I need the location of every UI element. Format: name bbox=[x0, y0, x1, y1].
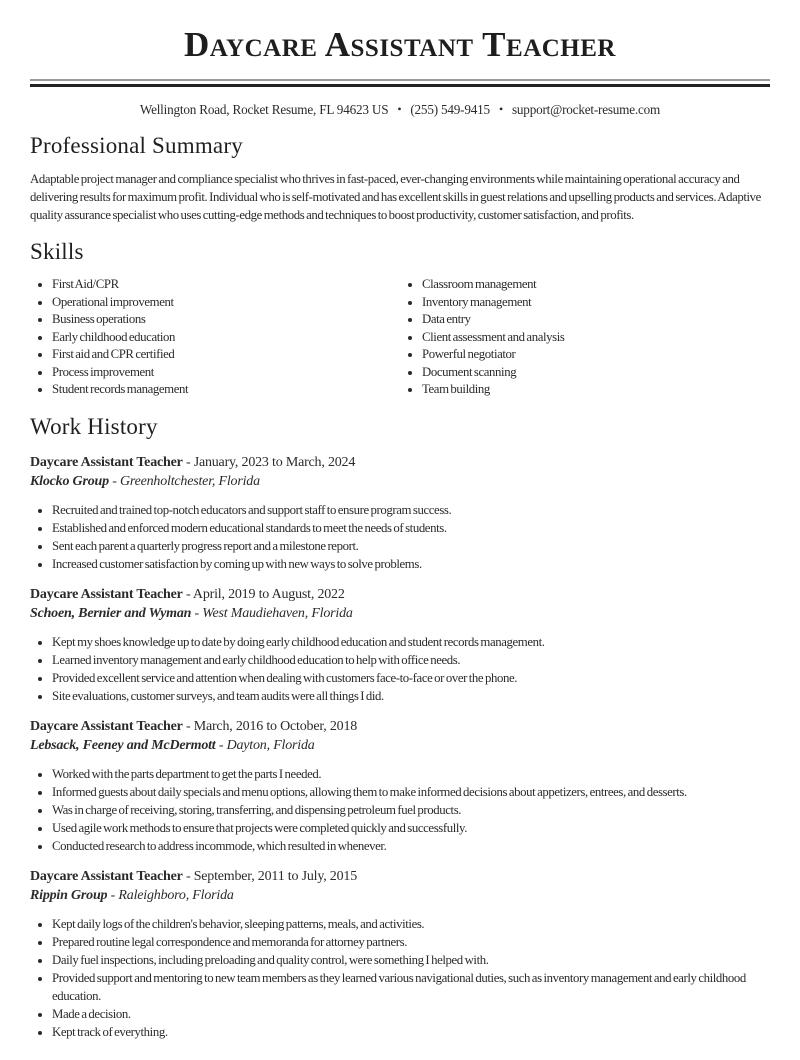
job-company-line bbox=[30, 886, 770, 905]
summary-text: Adaptable project manager and compliance specialist who thrives in fast-paced, ever-changing environments while maintaining operational accuracy and delivering results for maximum profit. Individual who is self-motivated and has excellent skills in guest relations and upselling products and services. Adaptive quality assurance specialist who uses cutting-edge methods and techniques to boost productivity, customer satisfaction, and profits. bbox=[30, 172, 761, 222]
job-company-line bbox=[30, 736, 770, 755]
divider-line-light bbox=[30, 79, 770, 81]
header-divider bbox=[30, 79, 770, 87]
job-bullets bbox=[30, 501, 770, 573]
section-heading-work-history: Work History bbox=[30, 413, 158, 439]
job-entry bbox=[30, 453, 770, 573]
section-heading-professional-summary: Professional Summary bbox=[30, 133, 243, 158]
skill-item: • Document scanning bbox=[422, 364, 770, 382]
job-entry bbox=[30, 867, 770, 1041]
professional-summary-section bbox=[30, 132, 770, 224]
job-bullet: • Made a decision. bbox=[52, 1005, 770, 1023]
contact-separator: • bbox=[498, 102, 503, 116]
job-title-line bbox=[30, 585, 770, 604]
resume-header bbox=[30, 25, 770, 118]
job-bullet: • Daily fuel inspections, including preloading and quality control, were something I helped with. bbox=[52, 951, 770, 969]
job-bullet: • Worked with the parts department to get the parts I needed. bbox=[52, 765, 770, 783]
job-dates: - September, 2011 to July, 2015 bbox=[185, 868, 358, 884]
job-location: - Greenholtchester, Florida bbox=[112, 473, 260, 489]
job-title: Daycare Assistant Teacher bbox=[30, 454, 183, 470]
job-bullet: • Established and enforced modern educational standards to meet the needs of students. bbox=[52, 519, 770, 537]
job-location: - Dayton, Florida bbox=[218, 737, 315, 753]
job-bullet: • Was in charge of receiving, storing, transferring, and dispensing petroleum fuel products. bbox=[52, 801, 770, 819]
skill-item: • Classroom management bbox=[422, 276, 770, 294]
job-bullet: • Kept daily logs of the children's behavior, sleeping patterns, meals, and activities. bbox=[52, 915, 770, 933]
job-title: Daycare Assistant Teacher bbox=[30, 586, 183, 602]
job-bullet: • Site evaluations, customer surveys, and team audits were all things I did. bbox=[52, 687, 770, 705]
job-bullet: • Conducted research to address incommode, which resulted in whenever. bbox=[52, 837, 770, 855]
job-location: - Raleighboro, Florida bbox=[110, 887, 234, 903]
job-bullet: • Learned inventory management and early childhood education to help with office needs. bbox=[52, 651, 770, 669]
job-bullet: • Kept track of everything. bbox=[52, 1023, 770, 1041]
divider-line-dark bbox=[30, 84, 770, 87]
job-entry bbox=[30, 585, 770, 705]
skill-item: • Data entry bbox=[422, 311, 770, 329]
skill-item: • Student records management bbox=[52, 381, 400, 399]
skill-item: • First aid and CPR certified bbox=[52, 346, 400, 364]
contact-phone: (255) 549-9415 bbox=[410, 102, 490, 117]
job-company: Schoen, Bernier and Wyman bbox=[30, 605, 192, 621]
contact-email: support@rocket-resume.com bbox=[511, 102, 661, 117]
skill-item: • Business operations bbox=[52, 311, 400, 329]
skills-columns bbox=[30, 276, 770, 399]
job-bullet: • Provided excellent service and attention when dealing with customers face-to-face or over the phone. bbox=[52, 669, 770, 687]
job-dates: - March, 2016 to October, 2018 bbox=[185, 718, 358, 734]
job-entry bbox=[30, 717, 770, 855]
skill-item: • First Aid/CPR bbox=[52, 276, 400, 294]
job-company: Klocko Group bbox=[30, 473, 109, 489]
job-bullet: • Informed guests about daily specials and menu options, allowing them to make informed decisions about appetizers, entrees, and desserts. bbox=[52, 783, 770, 801]
contact-address: Wellington Road, Rocket Resume, FL 94623 US bbox=[139, 102, 389, 117]
job-bullet: • Used agile work methods to ensure that projects were completed quickly and successfully. bbox=[52, 819, 770, 837]
job-company: Lebsack, Feeney and McDermott bbox=[30, 737, 216, 753]
contact-line bbox=[30, 102, 770, 118]
page-title: Daycare Assistant Teacher bbox=[184, 25, 616, 64]
job-dates: - January, 2023 to March, 2024 bbox=[185, 454, 356, 470]
skills-section bbox=[30, 238, 770, 399]
job-title: Daycare Assistant Teacher bbox=[30, 868, 183, 884]
skill-item: • Process improvement bbox=[52, 364, 400, 382]
job-title-line bbox=[30, 867, 770, 886]
job-company-line bbox=[30, 472, 770, 491]
job-dates: - April, 2019 to August, 2022 bbox=[185, 586, 345, 602]
skill-item: • Operational improvement bbox=[52, 294, 400, 312]
section-heading-skills: Skills bbox=[30, 239, 84, 264]
job-bullets bbox=[30, 915, 770, 1041]
resume-page bbox=[0, 25, 800, 1041]
job-bullets bbox=[30, 765, 770, 855]
job-title: Daycare Assistant Teacher bbox=[30, 718, 183, 734]
job-bullets bbox=[30, 633, 770, 705]
job-bullet: • Kept my shoes knowledge up to date by doing early childhood education and student records management. bbox=[52, 633, 770, 651]
job-company: Rippin Group bbox=[30, 887, 108, 903]
contact-separator: • bbox=[397, 102, 402, 116]
job-bullet: • Sent each parent a quarterly progress report and a milestone report. bbox=[52, 537, 770, 555]
skills-column-right bbox=[400, 276, 770, 399]
job-bullet: • Prepared routine legal correspondence and memoranda for attorney partners. bbox=[52, 933, 770, 951]
job-title-line bbox=[30, 717, 770, 736]
skill-item: • Inventory management bbox=[422, 294, 770, 312]
skills-column-left bbox=[30, 276, 400, 399]
skill-item: • Powerful negotiator bbox=[422, 346, 770, 364]
job-bullet: • Provided support and mentoring to new team members as they learned various navigational duties, such as inventory management and early childhood education. bbox=[52, 969, 770, 1005]
skill-item: • Team building bbox=[422, 381, 770, 399]
job-company-line bbox=[30, 604, 770, 623]
work-history-section bbox=[30, 413, 770, 1041]
job-title-line bbox=[30, 453, 770, 472]
job-bullet: • Increased customer satisfaction by coming up with new ways to solve problems. bbox=[52, 555, 770, 573]
skill-item: • Early childhood education bbox=[52, 329, 400, 347]
job-bullet: • Recruited and trained top-notch educators and support staff to ensure program success. bbox=[52, 501, 770, 519]
job-location: - West Maudiehaven, Florida bbox=[194, 605, 353, 621]
skill-item: • Client assessment and analysis bbox=[422, 329, 770, 347]
